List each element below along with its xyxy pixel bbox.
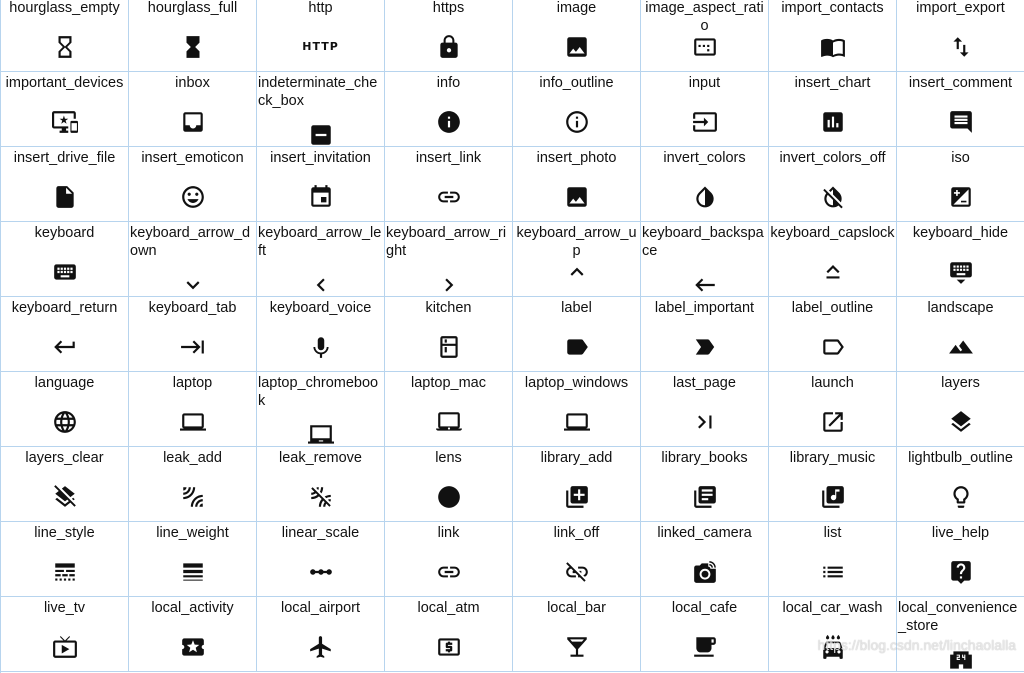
icon-cell-local-activity xyxy=(129,597,257,672)
icon-label: insert_comment xyxy=(897,72,1024,92)
watermark: https://blog.csdn.net/linchaolalla xyxy=(818,637,1016,653)
icon-cell-keyboard-arrow-right xyxy=(385,222,513,297)
icon-cell-library-add xyxy=(513,447,641,522)
icon-cell-link xyxy=(385,522,513,597)
icon-cell-hourglass-empty xyxy=(1,0,129,72)
icon-cell-layers-clear xyxy=(1,447,129,522)
icon-label: lightbulb_outline xyxy=(897,447,1024,467)
icon-label: insert_chart xyxy=(769,72,896,92)
laptop-mac-icon xyxy=(436,409,462,435)
icon-cell-label-outline xyxy=(769,297,897,372)
devices-icon xyxy=(52,109,78,135)
hourglass-empty-icon xyxy=(52,34,78,60)
icon-label: library_books xyxy=(641,447,768,467)
icon-label: hourglass_empty xyxy=(1,0,128,17)
tv-icon xyxy=(52,634,78,660)
icon-label: line_style xyxy=(1,522,128,542)
lightbulb-icon xyxy=(948,484,974,510)
icon-label: insert_invitation xyxy=(257,147,384,167)
image-icon xyxy=(564,34,590,60)
icon-cell-live-tv xyxy=(1,597,129,672)
icon-label: library_add xyxy=(513,447,640,467)
icon-label: local_car_wash xyxy=(769,597,896,617)
iso-icon xyxy=(948,184,974,210)
icon-cell-laptop-chromebook xyxy=(257,372,385,447)
icon-cell-live-help xyxy=(897,522,1024,597)
icon-label: keyboard_arrow_up xyxy=(513,222,640,260)
icon-cell-http xyxy=(257,0,385,72)
linear-scale-icon xyxy=(308,559,334,585)
chevron-up-icon xyxy=(564,259,590,285)
icon-cell-import-contacts xyxy=(769,0,897,72)
icon-cell-insert-drive-file xyxy=(1,147,129,222)
icon-cell-line-style xyxy=(1,522,129,597)
icon-cell-laptop xyxy=(129,372,257,447)
open-in-new-icon xyxy=(820,409,846,435)
icon-cell-keyboard-backspace xyxy=(641,222,769,297)
icon-cell-linear-scale xyxy=(257,522,385,597)
icon-cell-launch xyxy=(769,372,897,447)
icon-cell-layers xyxy=(897,372,1024,447)
icon-cell-linked-camera xyxy=(641,522,769,597)
icon-cell-insert-link xyxy=(385,147,513,222)
hourglass-full-icon xyxy=(180,34,206,60)
icon-cell-library-music xyxy=(769,447,897,522)
icon-label: local_bar xyxy=(513,597,640,617)
image-icon xyxy=(564,184,590,210)
icon-label: laptop_windows xyxy=(513,372,640,392)
icon-label: invert_colors_off xyxy=(769,147,896,167)
laptop-icon xyxy=(564,409,590,435)
icon-cell-invert-colors-off xyxy=(769,147,897,222)
icon-label: line_weight xyxy=(129,522,256,542)
icon-label: landscape xyxy=(897,297,1024,317)
list-icon xyxy=(820,559,846,585)
icon-label: label xyxy=(513,297,640,317)
http-text-icon xyxy=(308,34,334,60)
input-icon xyxy=(692,109,718,135)
icon-cell-keyboard-return xyxy=(1,297,129,372)
icon-cell-insert-chart xyxy=(769,72,897,147)
chevron-right-icon xyxy=(436,272,462,297)
icon-label: import_contacts xyxy=(769,0,896,17)
icon-cell-local-bar xyxy=(513,597,641,672)
icon-label: info_outline xyxy=(513,72,640,92)
icon-cell-laptop-mac xyxy=(385,372,513,447)
http-glyph: HTTP xyxy=(291,40,351,53)
icon-label: keyboard_hide xyxy=(897,222,1024,242)
icon-cell-important-devices xyxy=(1,72,129,147)
icon-label: invert_colors xyxy=(641,147,768,167)
icon-cell-invert-colors xyxy=(641,147,769,222)
icon-cell-image xyxy=(513,0,641,72)
icon-cell-iso xyxy=(897,147,1024,222)
icon-cell-keyboard-arrow-up xyxy=(513,222,641,297)
aspect-ratio-icon xyxy=(692,34,718,60)
icon-label: kitchen xyxy=(385,297,512,317)
icon-label: last_page xyxy=(641,372,768,392)
icon-label: keyboard_capslock xyxy=(769,222,896,242)
icon-label: live_help xyxy=(897,522,1024,542)
mountains-icon xyxy=(948,334,974,360)
comment-icon xyxy=(948,109,974,135)
line-weight-icon xyxy=(180,559,206,585)
icon-cell-info-outline xyxy=(513,72,641,147)
keyboard-icon xyxy=(52,259,78,285)
icon-cell-last-page xyxy=(641,372,769,447)
icon-label: label_important xyxy=(641,297,768,317)
icon-label: laptop_mac xyxy=(385,372,512,392)
icon-cell-image-aspect-ratio xyxy=(641,0,769,72)
help-bubble-icon xyxy=(948,559,974,585)
icon-cell-https xyxy=(385,0,513,72)
icon-label: local_airport xyxy=(257,597,384,617)
label-outline-icon xyxy=(820,334,846,360)
capslock-icon xyxy=(820,259,846,285)
icon-cell-indeterminate-check-box xyxy=(257,72,385,147)
icon-label: indeterminate_check_box xyxy=(257,72,384,110)
line-style-icon xyxy=(52,559,78,585)
icon-cell-local-atm xyxy=(385,597,513,672)
drop-half-icon xyxy=(692,184,718,210)
icon-cell-lightbulb-outline xyxy=(897,447,1024,522)
icon-cell-leak-remove xyxy=(257,447,385,522)
airplane-icon xyxy=(308,634,334,660)
icon-label: laptop xyxy=(129,372,256,392)
keyboard-hide-icon xyxy=(948,259,974,285)
icon-label: image xyxy=(513,0,640,17)
icon-cell-language xyxy=(1,372,129,447)
icon-label: inbox xyxy=(129,72,256,92)
icon-label: keyboard_arrow_down xyxy=(129,222,256,260)
indeterminate-checkbox-icon xyxy=(308,122,334,147)
arrows-up-down-icon xyxy=(948,34,974,60)
ticket-icon xyxy=(180,634,206,660)
chevron-down-icon xyxy=(180,272,206,297)
library-add-icon xyxy=(564,484,590,510)
cocktail-icon xyxy=(564,634,590,660)
icon-label: live_tv xyxy=(1,597,128,617)
icon-cell-label xyxy=(513,297,641,372)
icon-cell-link-off xyxy=(513,522,641,597)
layers-clear-icon xyxy=(52,484,78,510)
leak-remove-icon xyxy=(308,484,334,510)
icon-cell-insert-photo xyxy=(513,147,641,222)
link-icon xyxy=(436,184,462,210)
drop-off-icon xyxy=(820,184,846,210)
icon-label: https xyxy=(385,0,512,17)
icon-cell-local-car-wash xyxy=(769,597,897,672)
icon-cell-keyboard-arrow-down xyxy=(129,222,257,297)
last-page-icon xyxy=(692,409,718,435)
icon-label: keyboard_tab xyxy=(129,297,256,317)
icon-cell-local-airport xyxy=(257,597,385,672)
icon-label: leak_add xyxy=(129,447,256,467)
label-important-icon xyxy=(692,334,718,360)
icon-label: layers xyxy=(897,372,1024,392)
chevron-left-icon xyxy=(308,272,334,297)
file-icon xyxy=(52,184,78,210)
inbox-icon xyxy=(180,109,206,135)
camera-icon xyxy=(692,559,718,585)
icon-cell-kitchen xyxy=(385,297,513,372)
lock-icon xyxy=(436,34,462,60)
icon-label: leak_remove xyxy=(257,447,384,467)
icon-cell-list xyxy=(769,522,897,597)
icon-cell-insert-invitation xyxy=(257,147,385,222)
icon-label: laptop_chromebook xyxy=(257,372,384,410)
cup-icon xyxy=(692,634,718,660)
return-icon xyxy=(52,334,78,360)
icon-cell-insert-emoticon xyxy=(129,147,257,222)
calendar-icon xyxy=(308,184,334,210)
icon-cell-keyboard xyxy=(1,222,129,297)
chromebook-icon xyxy=(308,422,334,447)
icon-label: hourglass_full xyxy=(129,0,256,17)
icon-label: import_export xyxy=(897,0,1024,17)
icon-cell-lens xyxy=(385,447,513,522)
icon-label: insert_link xyxy=(385,147,512,167)
icon-cell-keyboard-arrow-left xyxy=(257,222,385,297)
link-icon xyxy=(436,559,462,585)
info-filled-icon xyxy=(436,109,462,135)
icon-cell-keyboard-capslock xyxy=(769,222,897,297)
icon-label: keyboard xyxy=(1,222,128,242)
icon-cell-keyboard-tab xyxy=(129,297,257,372)
icon-label: list xyxy=(769,522,896,542)
icon-label: local_atm xyxy=(385,597,512,617)
layers-icon xyxy=(948,409,974,435)
leak-add-icon xyxy=(180,484,206,510)
icon-label: info xyxy=(385,72,512,92)
icon-label: linked_camera xyxy=(641,522,768,542)
info-outline-icon xyxy=(564,109,590,135)
bar-chart-icon xyxy=(820,109,846,135)
icon-cell-landscape xyxy=(897,297,1024,372)
library-music-icon xyxy=(820,484,846,510)
arrow-left-icon xyxy=(692,272,718,297)
icon-cell-import-export xyxy=(897,0,1024,72)
icon-cell-label-important xyxy=(641,297,769,372)
icon-label: insert_photo xyxy=(513,147,640,167)
icon-label: language xyxy=(1,372,128,392)
icon-label: local_convenience_store xyxy=(897,597,1024,635)
book-open-icon xyxy=(820,34,846,60)
icon-label: lens xyxy=(385,447,512,467)
icon-label: iso xyxy=(897,147,1024,167)
icon-label: keyboard_voice xyxy=(257,297,384,317)
icon-label: library_music xyxy=(769,447,896,467)
library-books-icon xyxy=(692,484,718,510)
icon-label: input xyxy=(641,72,768,92)
fridge-icon xyxy=(436,334,462,360)
icon-label: layers_clear xyxy=(1,447,128,467)
icon-label: keyboard_arrow_right xyxy=(385,222,512,260)
icon-cell-hourglass-full xyxy=(129,0,257,72)
smiley-icon xyxy=(180,184,206,210)
icon-label: important_devices xyxy=(1,72,128,92)
icon-label: launch xyxy=(769,372,896,392)
icon-label: keyboard_backspace xyxy=(641,222,768,260)
microphone-icon xyxy=(308,334,334,360)
icon-label: local_activity xyxy=(129,597,256,617)
icon-cell-input xyxy=(641,72,769,147)
icon-cell-local-cafe xyxy=(641,597,769,672)
icon-label: link_off xyxy=(513,522,640,542)
label-filled-icon xyxy=(564,334,590,360)
icon-label: insert_drive_file xyxy=(1,147,128,167)
icon-label: linear_scale xyxy=(257,522,384,542)
icon-cell-keyboard-hide xyxy=(897,222,1024,297)
icon-cell-line-weight xyxy=(129,522,257,597)
icon-label: keyboard_arrow_left xyxy=(257,222,384,260)
icon-cell-laptop-windows xyxy=(513,372,641,447)
icon-label: link xyxy=(385,522,512,542)
icon-cell-keyboard-voice xyxy=(257,297,385,372)
laptop-icon xyxy=(180,409,206,435)
icon-label: http xyxy=(257,0,384,17)
tab-icon xyxy=(180,334,206,360)
atm-icon xyxy=(436,634,462,660)
icon-cell-leak-add xyxy=(129,447,257,522)
icon-cell-library-books xyxy=(641,447,769,522)
icon-label: label_outline xyxy=(769,297,896,317)
globe-icon xyxy=(52,409,78,435)
icon-cell-insert-comment xyxy=(897,72,1024,147)
icon-label: local_cafe xyxy=(641,597,768,617)
circle-filled-icon xyxy=(436,484,462,510)
icon-label: image_aspect_ratio xyxy=(641,0,768,35)
icon-cell-info xyxy=(385,72,513,147)
icon-label: insert_emoticon xyxy=(129,147,256,167)
icon-cell-local-convenience-store xyxy=(897,597,1024,672)
icon-label: keyboard_return xyxy=(1,297,128,317)
icon-cell-inbox xyxy=(129,72,257,147)
link-off-icon xyxy=(564,559,590,585)
